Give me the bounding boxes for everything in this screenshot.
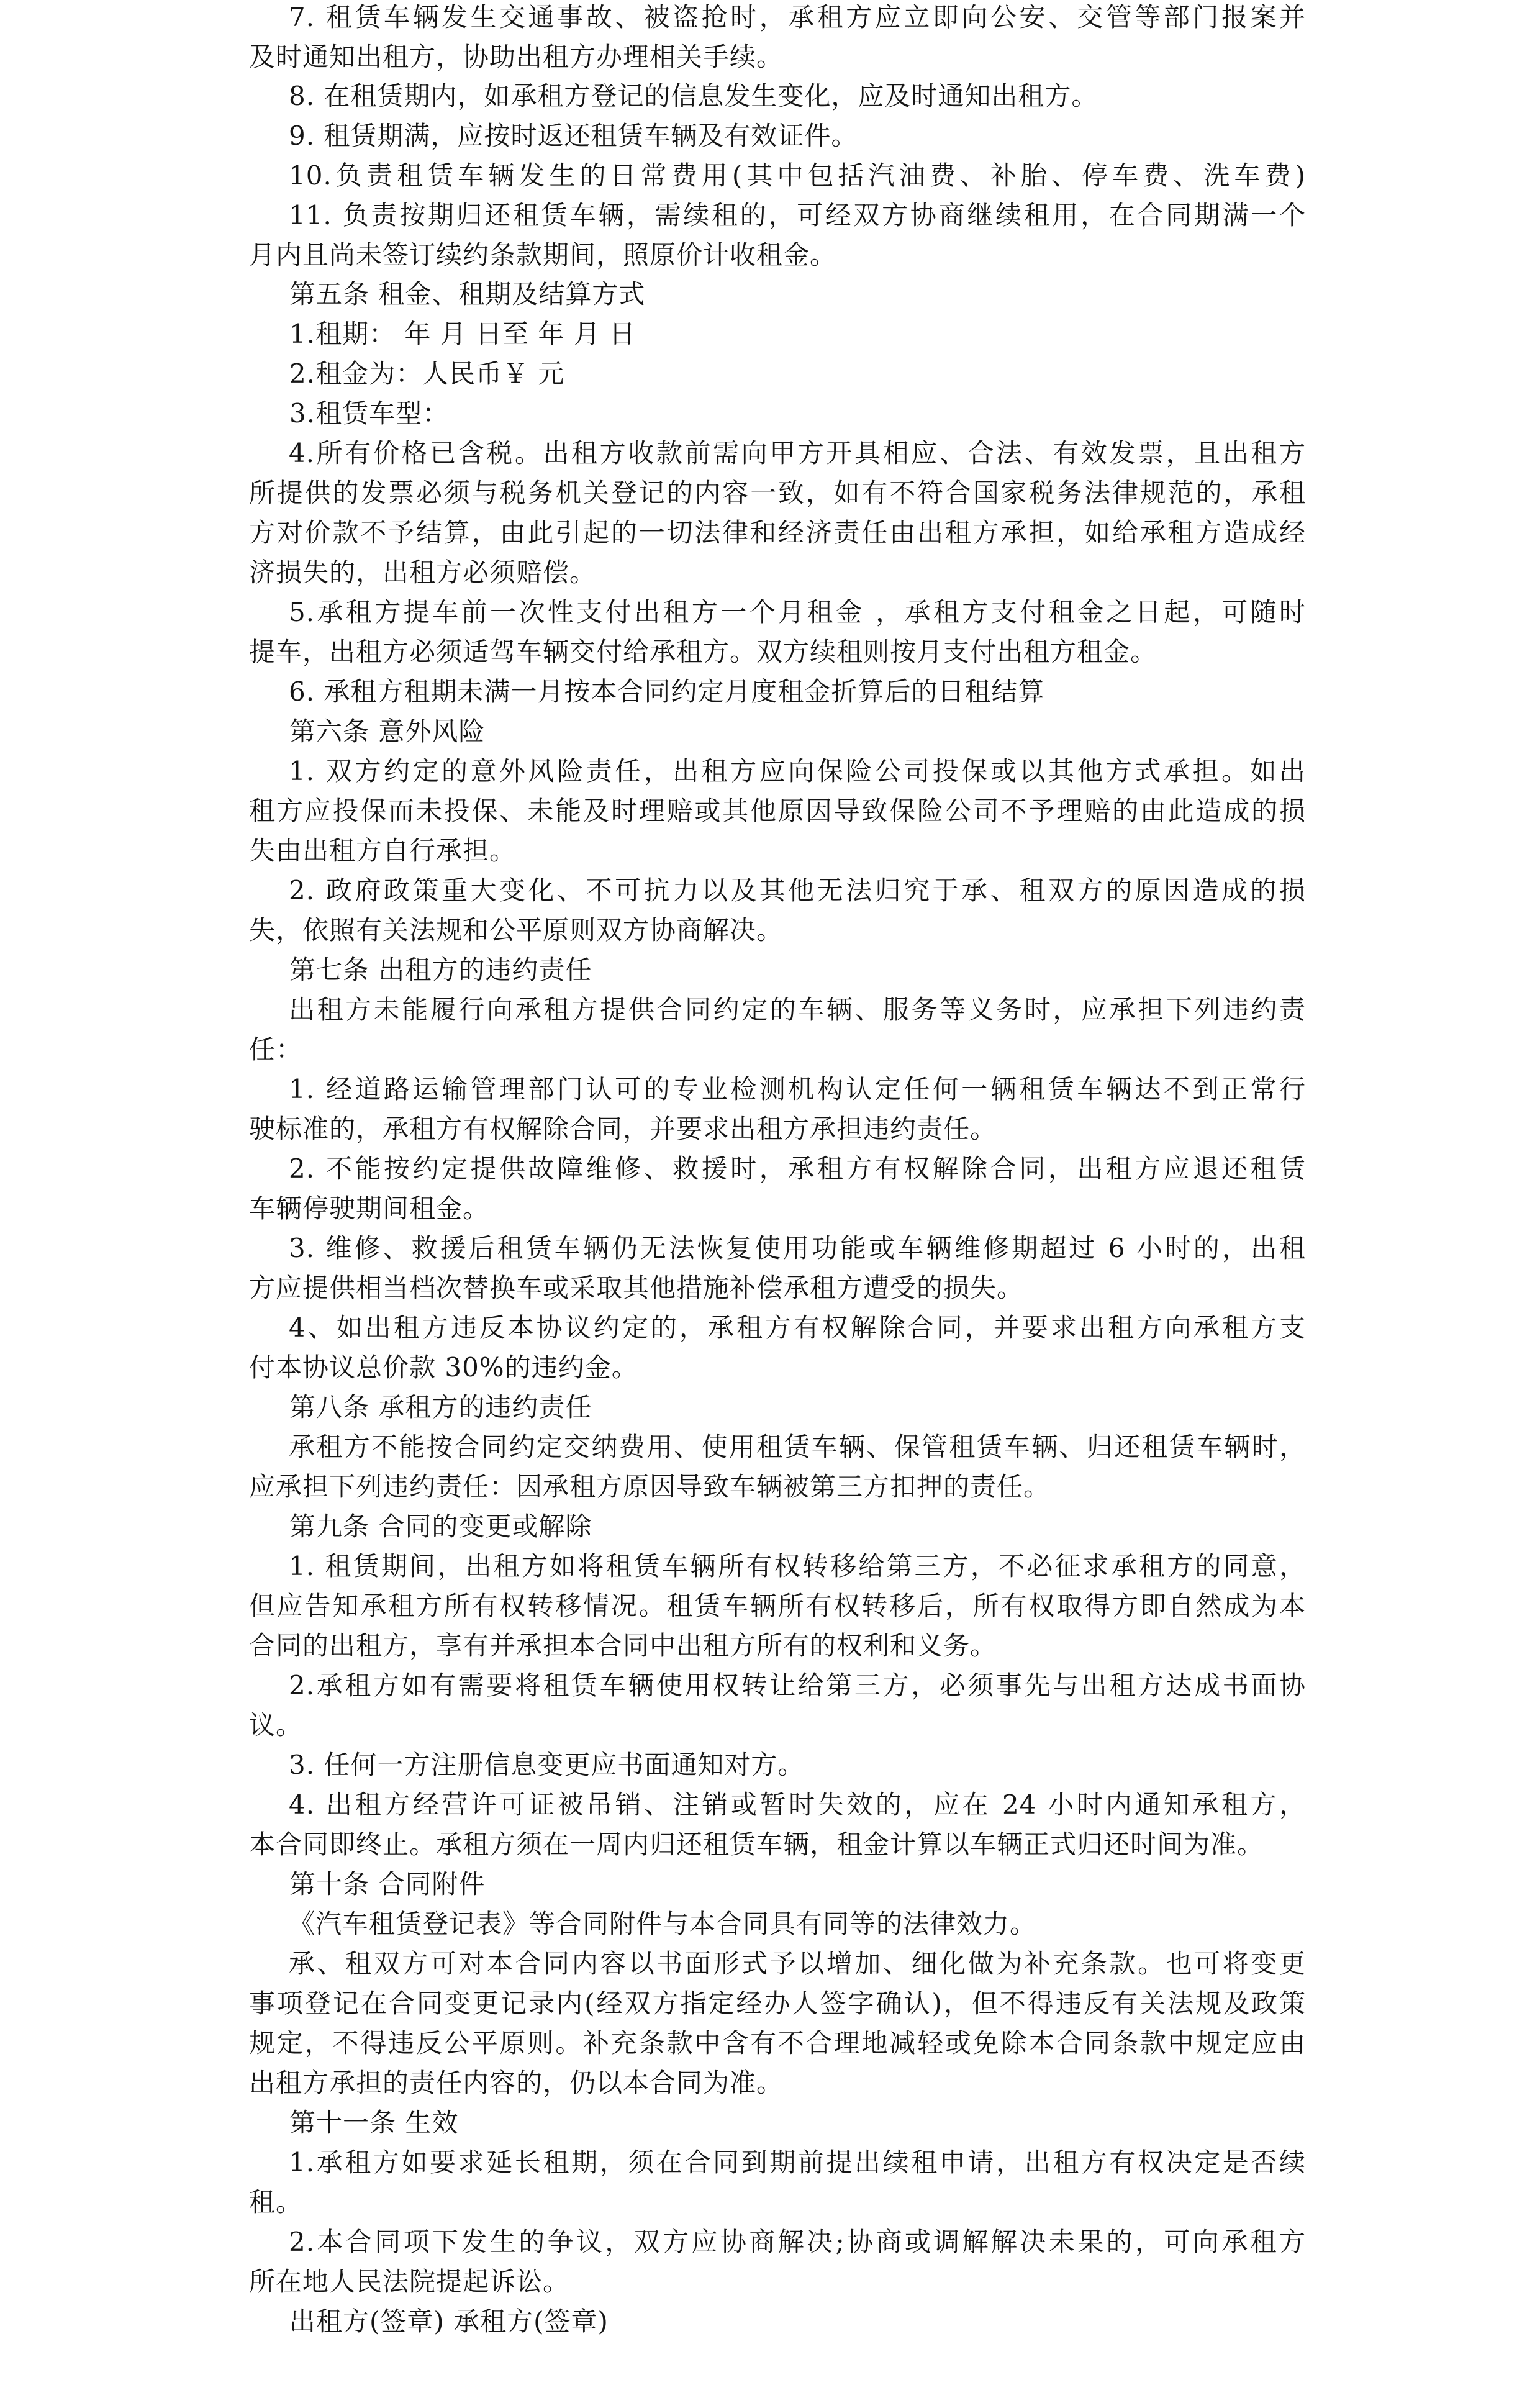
clause-11-item-1-line-2: 租。: [249, 2187, 303, 2217]
clause-10-supplement-line-3: 规定，不得违反公平原则。补充条款中含有不合理地减轻或免除本合同条款中规定应由: [249, 2028, 1306, 2058]
clause-11-item-1-line-1: 1.承租方如要求延长租期，须在合同到期前提出续租申请，出租方有权决定是否续: [289, 2147, 1306, 2178]
clause-7-item-1-line-1: 1. 经道路运输管理部门认可的专业检测机构认定任何一辆租赁车辆达不到正常行: [289, 1074, 1306, 1104]
clause-8-text-line-2: 应承担下列违约责任：因承租方原因导致车辆被第三方扣押的责任。: [249, 1471, 1051, 1502]
clause-5-item-5-line-2: 提车，出租方必须适驾车辆交付给承租方。双方续租则按月支付出租方租金。: [249, 637, 1157, 667]
clause-9-item-3: 3. 任何一方注册信息变更应书面通知对方。: [289, 1750, 805, 1780]
clause-9-item-4-line-2: 本合同即终止。承租方须在一周内归还租赁车辆，租金计算以车辆正式归还时间为准。: [249, 1829, 1264, 1860]
clause-7-item-2-line-2: 车辆停驶期间租金。: [249, 1193, 490, 1224]
clause-7-item-4-line-2: 付本协议总价款 30%的违约金。: [249, 1352, 638, 1383]
clause-10-supplement-line-2: 事项登记在合同变更记录内(经双方指定经办人签字确认)，但不得违反有关法规及政策: [249, 1988, 1306, 2019]
clause-6-item-1-line-2: 租方应投保而未投保、未能及时理赔或其他原因导致保险公司不予理赔的由此造成的损: [249, 796, 1306, 826]
clause-6-item-1-line-3: 失由出租方自行承担。: [249, 835, 517, 866]
clause-7-heading: 第七条 出租方的违约责任: [289, 955, 592, 985]
clause-11-item-2-line-2: 所在地人民法院提起诉讼。: [249, 2266, 570, 2297]
clause-9-item-1-line-2: 但应告知承租方所有权转移情况。租赁车辆所有权转移后，所有权取得方即自然成为本: [249, 1591, 1306, 1621]
clause-5-item-4-line-3: 方对价款不予结算，由此引起的一切法律和经济责任由出租方承担，如给承租方造成经: [249, 517, 1306, 548]
clause-11-heading: 第十一条 生效: [289, 2107, 459, 2138]
clause-7-item-3-line-2: 方应提供相当档次替换车或采取其他措施补偿承租方遭受的损失。: [249, 1273, 1024, 1303]
clause-5-item-4-line-1: 4.所有价格已含税。出租方收款前需向甲方开具相应、合法、有效发票，且出租方: [289, 438, 1306, 468]
clause-10-attachment: 《汽车租赁登记表》等合同附件与本合同具有同等的法律效力。: [289, 1909, 1037, 1939]
clause-4-item-11-line-2: 月内且尚未签订续约条款期间，照原价计收租金。: [249, 240, 837, 270]
signature-labels: 出租方(签章) 承租方(签章): [289, 2306, 609, 2337]
clause-5-item-5-line-1: 5.承租方提车前一次性支付出租方一个月租金 ，承租方支付租金之日起，可随时: [289, 597, 1306, 627]
clause-9-item-4-line-1: 4. 出租方经营许可证被吊销、注销或暂时失效的，应在 24 小时内通知承租方，: [289, 1789, 1306, 1820]
clause-8-heading: 第八条 承租方的违约责任: [289, 1392, 592, 1422]
clause-7-item-1-line-2: 驶标准的，承租方有权解除合同，并要求出租方承担违约责任。: [249, 1114, 997, 1144]
clause-4-item-9: 9. 租赁期满，应按时返还租赁车辆及有效证件。: [289, 120, 858, 151]
clause-9-item-2-line-1: 2.承租方如有需要将租赁车辆使用权转让给第三方，必须事先与出租方达成书面协: [289, 1670, 1306, 1701]
clause-9-item-1-line-1: 1. 租赁期间，出租方如将租赁车辆所有权转移给第三方，不必征求承租方的同意，: [289, 1551, 1306, 1581]
clause-9-heading: 第九条 合同的变更或解除: [289, 1511, 592, 1542]
clause-6-item-2-line-2: 失，依照有关法规和公平原则双方协商解决。: [249, 915, 784, 945]
clause-5-item-3: 3.租赁车型：: [289, 398, 450, 429]
clause-9-item-1-line-3: 合同的出租方，享有并承担本合同中出租方所有的权利和义务。: [249, 1630, 997, 1661]
clause-5-item-2: 2.租金为：人民币￥ 元: [289, 358, 565, 389]
clause-5-item-4-line-4: 济损失的，出租方必须赔偿。: [249, 557, 597, 588]
clause-6-heading: 第六条 意外风险: [289, 716, 486, 747]
clause-7-intro-line-2: 任：: [249, 1034, 303, 1065]
clause-8-text-line-1: 承租方不能按合同约定交纳费用、使用租赁车辆、保管租赁车辆、归还租赁车辆时，: [289, 1432, 1306, 1462]
clause-7-item-4-line-1: 4、如出租方违反本协议约定的，承租方有权解除合同，并要求出租方向承租方支: [289, 1312, 1306, 1343]
cropped-next-line: [249, 2366, 1305, 2385]
clause-5-item-1: 1.租期： 年 月 日至 年 月 日: [289, 319, 636, 349]
clause-5-item-6: 6. 承租方租期未满一月按本合同约定月度租金折算后的日租结算: [289, 676, 1045, 707]
clause-4-item-11-line-1: 11. 负责按期归还租赁车辆，需续租的，可经双方协商继续租用，在合同期满一个: [289, 200, 1306, 230]
clause-7-item-3-line-1: 3. 维修、救援后租赁车辆仍无法恢复使用功能或车辆维修期超过 6 小时的，出租: [289, 1233, 1306, 1263]
clause-4-item-7-line-2: 及时通知出租方，协助出租方办理相关手续。: [249, 42, 784, 72]
clause-10-supplement-line-4: 出租方承担的责任内容的，仍以本合同为准。: [249, 2068, 784, 2098]
clause-9-item-2-line-2: 议。: [249, 1710, 303, 1740]
clause-10-heading: 第十条 合同附件: [289, 1869, 486, 1899]
clause-5-heading: 第五条 租金、租期及结算方式: [289, 279, 646, 309]
clause-10-supplement-line-1: 承、租双方可对本合同内容以书面形式予以增加、细化做为补充条款。也可将变更: [289, 1948, 1306, 1979]
clause-6-item-2-line-1: 2. 政府政策重大变化、不可抗力以及其他无法归究于承、租双方的原因造成的损: [289, 875, 1306, 906]
clause-7-item-2-line-1: 2. 不能按约定提供故障维修、救援时，承租方有权解除合同，出租方应退还租赁: [289, 1153, 1306, 1184]
clause-4-item-7-line-1: 7. 租赁车辆发生交通事故、被盗抢时，承租方应立即向公安、交管等部门报案并: [289, 2, 1306, 32]
clause-4-item-10: 10.负责租赁车辆发生的日常费用(其中包括汽油费、补胎、停车费、洗车费): [289, 160, 1306, 191]
clause-11-item-2-line-1: 2.本合同项下发生的争议，双方应协商解决;协商或调解解决未果的，可向承租方: [289, 2227, 1306, 2257]
clause-5-item-4-line-2: 所提供的发票必须与税务机关登记的内容一致，如有不符合国家税务法律规范的，承租: [249, 478, 1306, 508]
clause-4-item-8: 8. 在租赁期内，如承租方登记的信息发生变化，应及时通知出租方。: [289, 81, 1098, 111]
clause-6-item-1-line-1: 1. 双方约定的意外风险责任，出租方应向保险公司投保或以其他方式承担。如出: [289, 756, 1306, 786]
clause-7-intro-line-1: 出租方未能履行向承租方提供合同约定的车辆、服务等义务时，应承担下列违约责: [289, 994, 1306, 1025]
